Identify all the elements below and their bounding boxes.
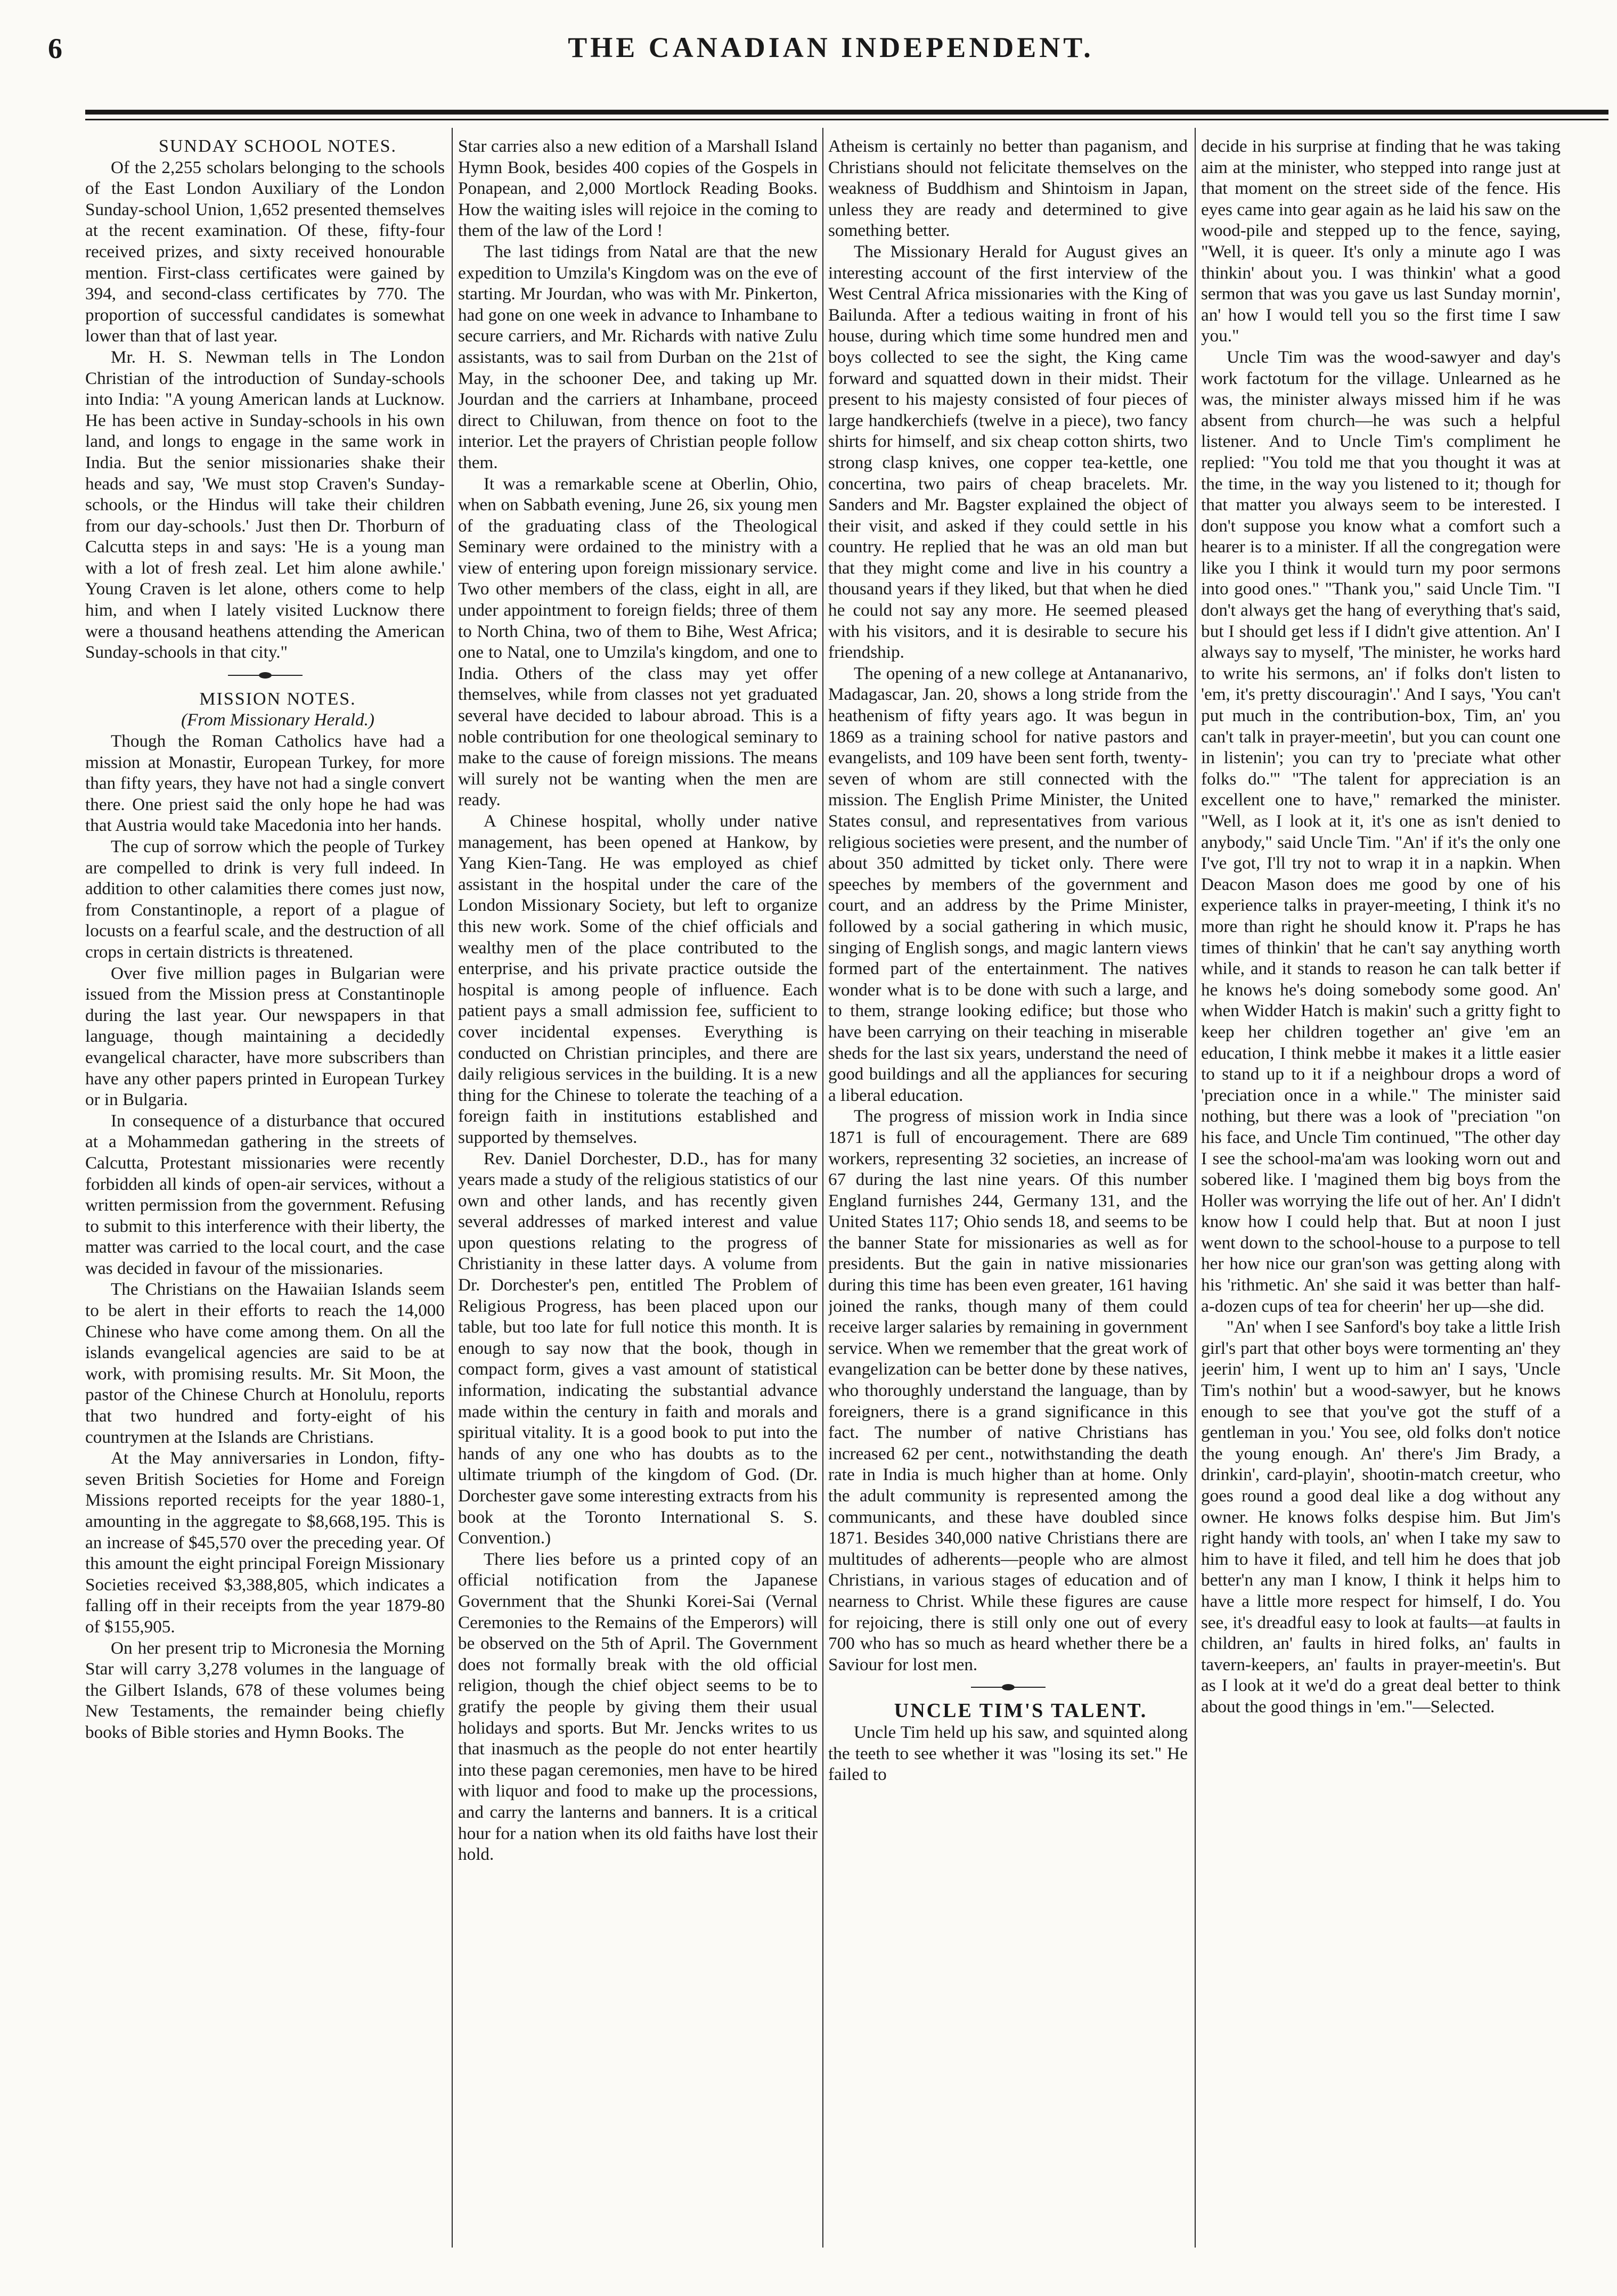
- article-paragraph: Mr. H. S. Newman tells in The London Christian of the introduction of Sunday-schools into India: "A young American lands at Lucknow. He has been active in Sunday-schools in his own land, and longs to engage in the same work in India. But the senior missionaries shake their heads and say, 'We must stop Craven's Sunday-schools, or the Hindus will take their children from our day-schools.' Just then Dr. Thorburn of Calcutta steps in and says: 'He is a young man with a lot of fresh zeal. Let him alone awhile.' Young Craven is let alone, others come to help him, and when I lately visited Lucknow there were a thousand heathens attending the American Sunday-schools in that city.": [85, 347, 445, 663]
- section-divider-ornament: [971, 1684, 1046, 1691]
- article-paragraph: The opening of a new college at Antananarivo, Madagascar, Jan. 20, shows a long stride from the heathenism of fifty years ago. It was begun in 1869 as a training school for native pastors and evangelists, and 109 have been sent forth, twenty-seven of whom are still connected with the mission. The English Prime Minister, the United States consul, and representatives from various religious societies were present, and the number of about 350 admitted by ticket only. There were speeches by members of the government and court, and an address by the Prime Minister, followed by a social gathering in which music, singing of English songs, and magic lantern views formed part of the entertainment. The natives wonder what is to be done with such a large, and to them, strange looking edifice; but those who have been carrying on their teaching in miserable sheds for the last six years, understand the need of good buildings and all the appliances for securing a liberal education.: [828, 663, 1188, 1105]
- article-paragraph: Star carries also a new edition of a Marshall Island Hymn Book, besides 400 copies of the Gospels in Ponapean, and 2,000 Mortlock Reading Books. How the waiting isles will rejoice in the coming to them of the law of the Lord !: [458, 136, 818, 241]
- article-paragraph: The cup of sorrow which the people of Turkey are compelled to drink is very full indeed. In addition to other calamities there comes just now, from Constantinople, a report of a plague of locusts on a fearful scale, and the destruction of all crops in certain districts is threatened.: [85, 837, 445, 962]
- column-1: [85, 136, 445, 2245]
- article-paragraph: In consequence of a disturbance that occured at a Mohammedan gathering in the streets of Calcutta, Protestant missionaries were recently forbidden all kinds of open-air services, without a written permission from the government. Refusing to submit to this interference with their liberty, the matter was carried to the local court, and the case was decided in favour of the missionaries.: [85, 1110, 445, 1278]
- article-paragraph: At the May anniversaries in London, fifty-seven British Societies for Home and Foreign Missions reported receipts for the year 1880-1, amounting in the aggregate to $8,668,195. This is an increase of $45,570 over the preceding year. Of this amount the eight principal Foreign Missionary Societies received $3,388,805, which indicates a falling off in their receipts from the year 1879-80 of $155,905.: [85, 1448, 445, 1637]
- article-paragraph: Atheism is certainly no better than paganism, and Christians should not felicitate themselves on the weakness of Buddhism and Shintoism in Japan, unless they are ready and determined to give something better.: [828, 136, 1188, 241]
- column-divider: [452, 128, 453, 2248]
- article-paragraph: Uncle Tim was the wood-sawyer and day's work factotum for the village. Unlearned as he was, the minister always missed him if he was absent from church—he was such a helpful listener. And to Uncle Tim's compliment he replied: "You told me that you thought it was at the time, in the way you listened to it; though for that matter you always seem to be interested. I don't suppose you know what a comfort such a hearer is to a minister. If all the congregation were like you I think it would turn my poor sermons into good ones." "Thank you," said Uncle Tim. "I don't always get the hang of everything that's said, but I should get less if I didn't give attention. An' I always say to myself, 'The minister, he works hard to write his sermons, an' if folks don't listen to 'em, it's pretty discouragin'.' And I says, 'You can't put much in the contribution-box, Tim, an' you can't talk in prayer-meetin', but you can count one in listenin'; you can try to 'preciate what other folks do.'" "The talent for appreciation is an excellent one to have," remarked the minister. "Well, as I look at it, it's one as isn't denied to anybody," said Uncle Tim. "An' if it's the only one I've got, I'll try not to wrap it in a napkin. When Deacon Mason does me good by one of his experience talks in prayer-meeting, I think it's no more than right he should know it. P'raps he has times of thinkin' that he can't say anything worth while, and it stands to reason he can talk better if he knows he's doing somebody some good. An' when Widder Hatch is makin' such a gritty fight to keep her children together an' give 'em an education, I think mebbe it makes it a little easier to stand up to it if a neighbour drops a word of 'preciation once in a while." The minister said nothing, but there was a look of "preciation "on his face, and Uncle Tim continued, "The other day I see the school-ma'am was looking worn out and sobered like. I 'magined them big boys from the Holler was worrying the life out of her. An' I didn't know how I could help that. But at noon I just went down to the school-house to a purpose to tell her how nice our gran'son was getting along with his 'rithmetic. An' she said it was better than half-a-dozen cups of tea for cheerin' her up—she did.: [1201, 347, 1561, 1316]
- column-2: [458, 136, 818, 2245]
- masthead: [48, 28, 1614, 86]
- section-heading-uncle-tim: UNCLE TIM'S TALENT.: [894, 1699, 1148, 1722]
- masthead-rule-thick: [85, 110, 1608, 115]
- article-paragraph: Though the Roman Catholics have had a mission at Monastir, European Turkey, for more than fifty years, they have not had a single convert there. One priest said the only hope he had was that Austria would take Macedonia into her hands.: [85, 731, 445, 836]
- article-paragraph: The Christians on the Hawaiian Islands seem to be alert in their efforts to reach the 14,000 Chinese who have come among them. On all the islands evangelical agencies are said to be at work, with promising results. Mr. Sit Moon, the pastor of the Chinese Church at Honolulu, reports that two hundred and forty-eight of his countrymen at the Islands are Christians.: [85, 1279, 445, 1447]
- article-paragraph: There lies before us a printed copy of an official notification from the Japanese Government that the Shunki Korei-Sai (Vernal Ceremonies to the Remains of the Emperors) will be observed on the 5th of April. The Government does not formally break with the old official religion, though the chief object seems to be to gratify the people by giving them their usual holidays and sports. But Mr. Jencks writes to us that inasmuch as the people do not enter heartily into these pagan ceremonies, men have to be hired with liquor and food to make up the processions, and carry the lanterns and banners. It is a critical hour for a nation when its old faiths have lost their hold.: [458, 1549, 818, 1865]
- masthead-rule-thin: [85, 119, 1608, 120]
- page-number: 6: [48, 32, 62, 64]
- article-paragraph: The Missionary Herald for August gives an interesting account of the first interview of the West Central Africa missionaries with the King of Bailunda. After a tedious waiting in front of his house, during which time some hundred men and boys collected to see the sight, the King came forward and squatted down in their midst. Their present to his majesty consisted of four pieces of large handkerchiefs (twelve in a piece), two fancy shirts for himself, and six cheap cotton shirts, two strong clasp knives, one copper tea-kettle, one concertina, two pairs of cheap bracelets. Mr. Sanders and Mr. Bagster explained the object of their visit, and asked if they could settle in his country. He replied that he was an old man but that they might come and live in his country a thousand years if they liked, but that when he died he could not say any more. He seemed pleased with his visitors, and it is desirable to secure his friendship.: [828, 241, 1188, 663]
- column-divider: [1195, 128, 1196, 2248]
- section-heading-mission-notes: MISSION NOTES.: [199, 689, 356, 709]
- column-3: [828, 136, 1188, 2245]
- article-paragraph: Uncle Tim held up his saw, and squinted along the teeth to see whether it was "losing its set." He failed to: [828, 1722, 1188, 1785]
- article-paragraph: A Chinese hospital, wholly under native management, has been opened at Hankow, by Yang Kien-Tang. He was employed as chief assistant in the hospital under the care of the London Missionary Society, but left to organize this new work. Some of the chief officials and wealthy men of the place contributed to the enterprise, and his private practice outside the hospital is among people of influence. Each patient pays a small admission fee, sufficient to cover incidental expenses. Everything is conducted on Christian principles, and there are daily religious services in the building. It is a new thing for the Chinese to tolerate the teaching of a foreign faith in institutions established and supported by themselves.: [458, 811, 818, 1147]
- paper-title: THE CANADIAN INDEPENDENT.: [568, 31, 1094, 63]
- article-paragraph: The progress of mission work in India since 1871 is full of encouragement. There are 689 workers, representing 32 societies, an increase of 67 during the last nine years. Of this number England furnishes 244, Germany 131, and the United States 117; Ohio sends 18, and seems to be the banner State for missionaries as well as for presidents. But the gain in native missionaries during this time has been even greater, 161 having joined the ranks, though many of them could receive larger salaries by remaining in government service. When we remember that the great work of evangelization can be better done by these natives, who thoroughly understand the language, than by foreigners, there is a grand significance in this fact. The number of native Christians has increased 62 per cent., notwithstanding the death rate in India is much higher than at home. Only the adult community is represented among the communicants, and these have doubled since 1871. Besides 340,000 native Christians there are multitudes of adherents—people who are almost Christians, in various stages of education and of nearness to Christ. While these figures are cause for rejoicing, there is still only one out of every 700 who has so much as heard whether there be a Saviour for lost men.: [828, 1106, 1188, 1674]
- section-source: (From Missionary Herald.): [181, 710, 374, 730]
- section-heading-sunday-school: SUNDAY SCHOOL NOTES.: [158, 136, 397, 156]
- section-divider-ornament: [228, 672, 303, 679]
- article-paragraph: It was a remarkable scene at Oberlin, Ohio, when on Sabbath evening, June 26, six young men of the graduating class of the Theological Seminary were ordained to the ministry with a view of entering upon foreign missionary service. Two other members of the class, eight in all, are under appointment to foreign fields; three of them to North China, two of them to Bihe, West Africa; one to Natal, one to Umzila's kingdom, and one to India. Others of the class may yet offer themselves, while from classes not yet graduated several have decided to labour abroad. This is a noble contribution for one theological seminary to make to the cause of foreign missions. The means will surely not be wanting when the men are ready.: [458, 473, 818, 810]
- article-paragraph: Of the 2,255 scholars belonging to the schools of the East London Auxiliary of the London Sunday-school Union, 1,652 presented themselves at the recent examination. Of these, fifty-four received prizes, and sixty received honourable mention. First-class certificates were gained by 394, and second-class certificates by 770. The proportion of successful candidates is somewhat lower than that of last year.: [85, 157, 445, 346]
- article-paragraph: Rev. Daniel Dorchester, D.D., has for many years made a study of the religious statistics of our own and other lands, and has recently given several addresses of marked interest and value upon questions relating to the progress of Christianity in these latter days. A volume from Dr. Dorchester's pen, entitled The Problem of Religious Progress, has been placed upon our table, but too late for full notice this month. It is enough to say now that the book, though in compact form, gives a vast amount of statistical information, indicating the substantial advance made within the century in faith and morals and spiritual vitality. It is a good book to put into the hands of any one who has doubts as to the ultimate triumph of the kingdom of God. (Dr. Dorchester gave some interesting extracts from his book at the Toronto International S. S. Convention.): [458, 1148, 818, 1548]
- article-paragraph: decide in his surprise at finding that he was taking aim at the minister, who stepped into range just at that moment on the street side of the fence. His eyes came into gear again as he laid his saw on the wood-pile and stepped up to the fence, saying, "Well, it is queer. It's only a minute ago I was thinkin' about you. I was thinkin' what a good sermon that was you gave us last Sunday mornin', an' how I would tell you so the first time I saw you.": [1201, 136, 1561, 346]
- column-4: [1201, 136, 1561, 2245]
- column-divider: [822, 128, 823, 2248]
- article-paragraph: Over five million pages in Bulgarian were issued from the Mission press at Constantinople during the last year. Our newspapers in that language, though maintaining a decidedly evangelical character, have more subscribers than have any other papers printed in European Turkey or in Bulgaria.: [85, 963, 445, 1110]
- article-paragraph: On her present trip to Micronesia the Morning Star will carry 3,278 volumes in the language of the Gilbert Islands, 678 of these volumes being New Testaments, the remainder being chiefly books of Bible stories and Hymn Books. The: [85, 1638, 445, 1742]
- article-paragraph: The last tidings from Natal are that the new expedition to Umzila's Kingdom was on the eve of starting. Mr Jourdan, who was with Mr. Pinkerton, had gone on one week in advance to Inhambane to secure carriers, and Mr. Richards with native Zulu assistants, was to sail from Durban on the 21st of May, in the schooner Dee, and taking up Mr. Jourdan and the carriers at Inhambane, proceed direct to Chiluwan, from thence on foot to the interior. Let the prayers of Christian people follow them.: [458, 241, 818, 472]
- article-paragraph: "An' when I see Sanford's boy take a little Irish girl's part that other boys were tormenting an' they jeerin' him, I went up to him an' I says, 'Uncle Tim's nothin' but a wood-sawyer, but he knows enough to see that you've got the stuff of a gentleman in you.' You see, old folks don't notice the young enough. An' there's Jim Brady, a drinkin', card-playin', shootin-match creetur, who goes round a good deal like a dog without any owner. He knows folks despise him. But Jim's right handy with tools, an' when I take my saw to him to have it filed, and tell him he does that job better'n any man I know, I think it helps him to have a little more respect for himself, I do. You see, it's dreadful easy to look at faults—at faults in children, an' faults in hired folks, an' faults in tavern-keepers, an' faults in prayer-meetin's. But as I look at it we'd do a great deal better to think about the good things in 'em."—Selected.: [1201, 1317, 1561, 1717]
